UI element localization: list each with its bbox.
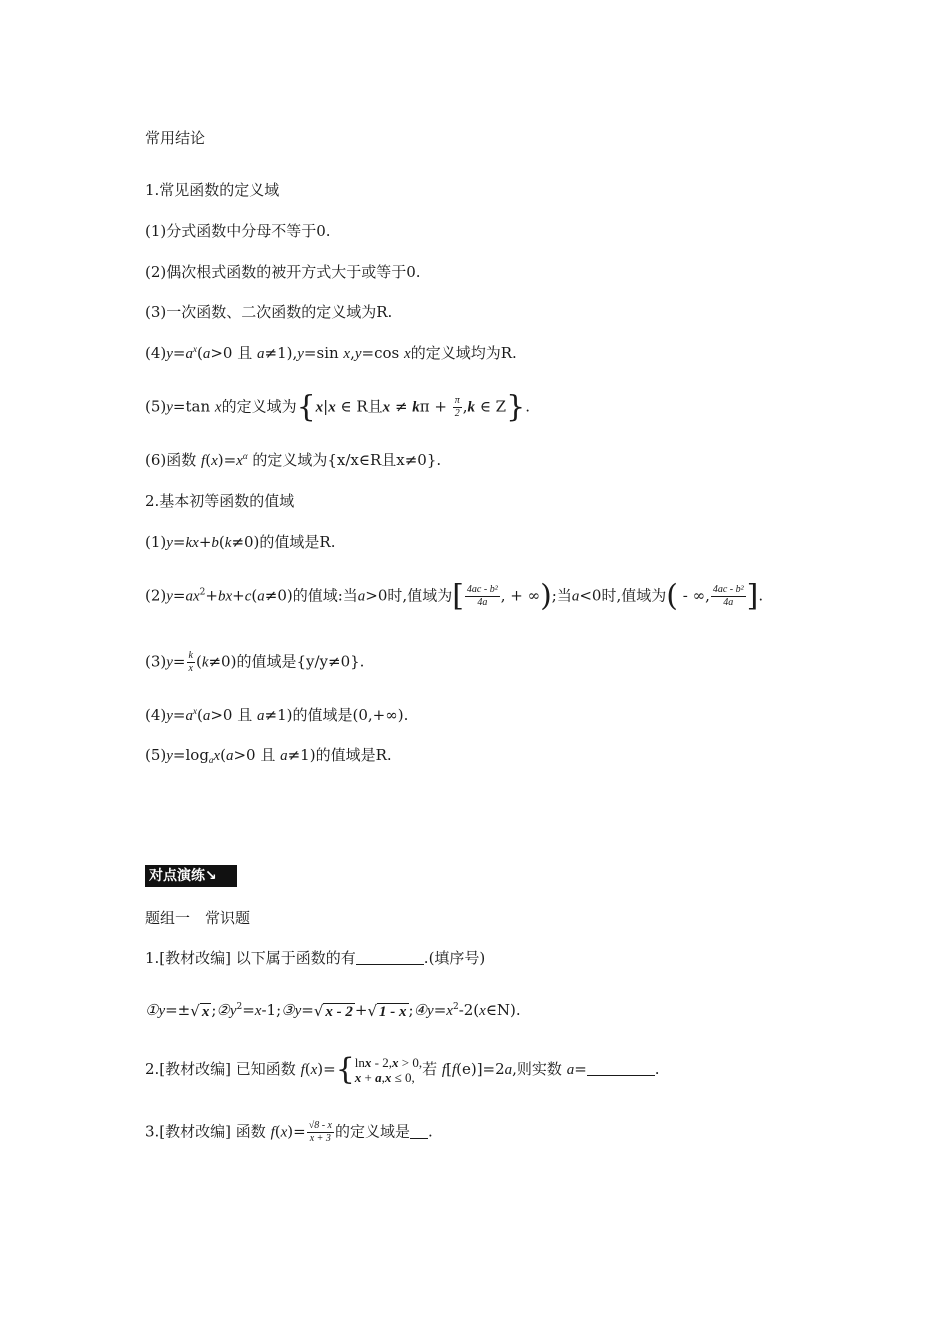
item-2-1: (1)y=kx+b(k≠0)的值域是R. (145, 533, 336, 551)
practice-badge: 对点演练↘ (145, 865, 237, 887)
question-3: 3.[教材改编] 函数 f(x)= $\frac{√8 - x}{x + 3}$ 的定义域是 . (145, 1120, 433, 1144)
item-2-2: $(2)y=ax^2+bx+c(a\ne 0)$的值域:当a>0时,值域为[ $\frac{\text{4ac - b²}}{4a}$ , + ∞);当a<0时,值域为( - ∞, $\frac{\text{4ac - b²}}{4a}$ ]. (145, 578, 764, 614)
question-1-options: ①y=±√ x $;②y^2=x-1;③y=√$ x - 2 +√ 1 - x $;④y=x^2-2(x\in N)$. (145, 1001, 521, 1020)
item-1-6: (6)函数 $f(x)=x^\alpha$ 的定义域为{x/x∈R且x≠0}. (145, 451, 442, 469)
section-2-title: 2.基本初等函数的值域 (145, 492, 295, 510)
item-1-5: (5)y=tan x的定义域为{x|x ∈ R且x ≠ kπ + $\frac{\pi}{2}$ ,k ∈ Z}. (145, 389, 530, 425)
item-1-1: (1)分式函数中分母不等于0. (145, 222, 331, 240)
section-1-title: 1.常见函数的定义域 (145, 181, 280, 199)
item-2-3: (3)y= $\frac{k}{x}$ (k≠0)的值域是{y/y≠0}. (145, 650, 365, 674)
question-2: 2.[教材改编] 已知函数 f(x)={ lnx - 2,x > 0, x + a,x ≤ 0, 若 f[f(e)]=2a,则实数 a= . (145, 1052, 660, 1087)
item-2-5: $(5)y=\log_ax(a>0$ 且 a≠1)的值域是R. (145, 746, 392, 765)
item-1-2: (2)偶次根式函数的被开方式大于或等于0. (145, 263, 421, 281)
answer-blank[interactable] (356, 950, 424, 965)
answer-blank[interactable] (587, 1061, 655, 1076)
item-2-4: $(4)y=a^x(a>0$ 且 a≠1)的值域是(0,+∞). (145, 706, 409, 724)
section-heading: 常用结论 (145, 129, 206, 147)
item-1-3: (3)一次函数、二次函数的定义域为R. (145, 303, 393, 321)
answer-blank[interactable] (410, 1124, 428, 1139)
group-title: 题组一 常识题 (145, 909, 251, 927)
question-1: 1.[教材改编] 以下属于函数的有 .(填序号) (145, 949, 486, 967)
item-1-4: $(4)y=a^x(a>0$ 且 a≠1),y=sin x,y=cos x的定义域均为R. (145, 344, 517, 362)
